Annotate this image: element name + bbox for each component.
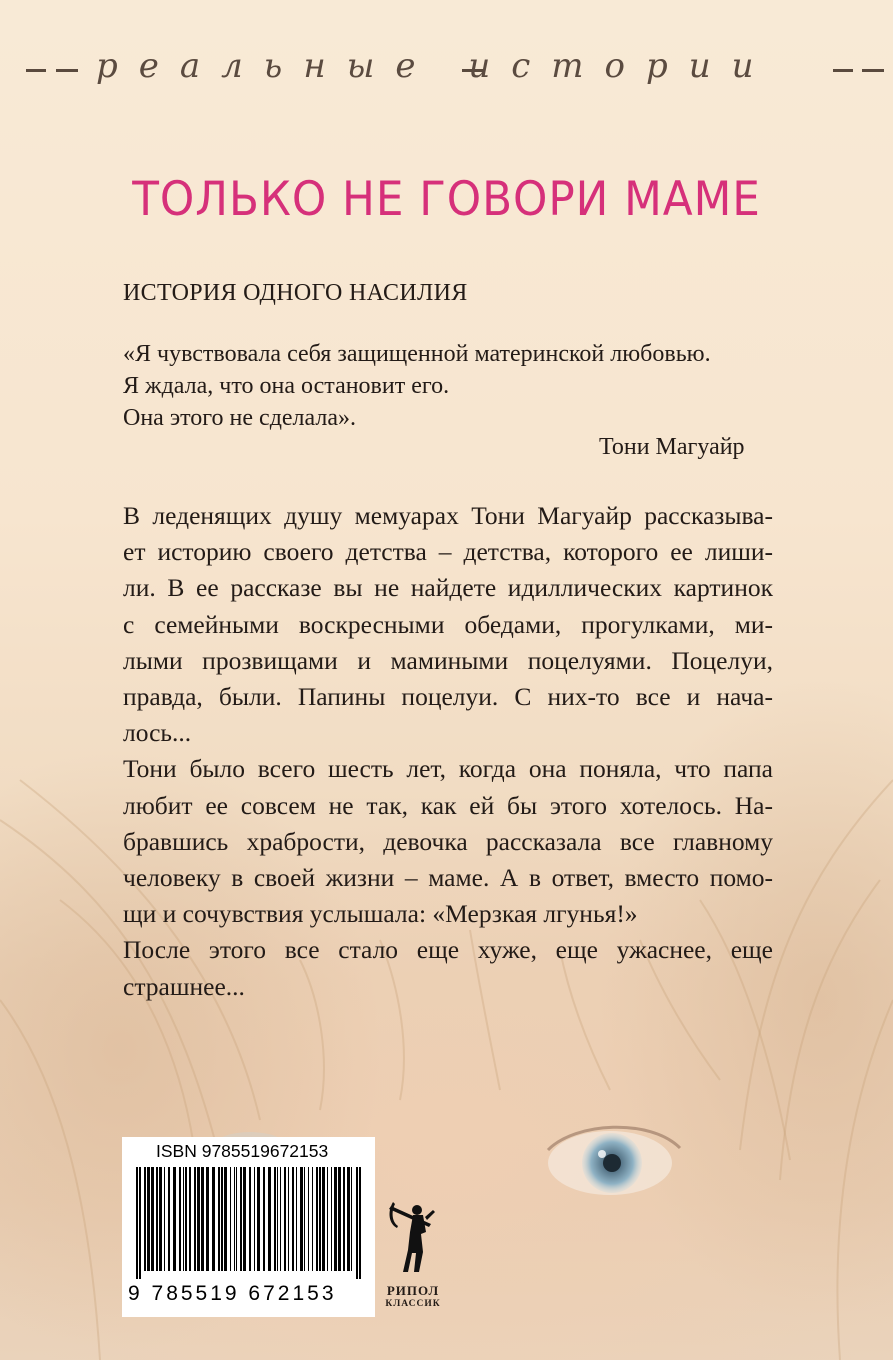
barcode-bar <box>254 1167 255 1271</box>
description-line: правда, были. Папины поцелуи. С них-то все и нача- <box>123 682 773 712</box>
description-line: В леденящих душу мемуарах Тони Магуайр рассказыва- <box>123 501 773 530</box>
barcode-bar <box>168 1167 170 1271</box>
description-line: ет историю своего детства – детства, которого ее лиши- <box>123 537 773 567</box>
barcode-bar <box>189 1167 191 1271</box>
barcode-bar <box>240 1167 242 1271</box>
description-line: лыми прозвищами и мамиными поцелуями. Поцелуи, <box>123 645 773 675</box>
isbn-digits: 9 785519 672153 <box>128 1282 337 1305</box>
barcode-bar <box>173 1167 176 1271</box>
barcode-bar <box>327 1167 328 1271</box>
barcode-bar <box>263 1167 265 1271</box>
series-header <box>0 42 893 92</box>
barcode-bar <box>284 1167 286 1271</box>
barcode-bar <box>322 1167 325 1271</box>
barcode-bar <box>183 1167 184 1271</box>
publisher-name: РИПОЛ <box>386 1283 440 1298</box>
barcode-bar <box>280 1167 281 1271</box>
barcode-bar <box>308 1167 309 1271</box>
barcode-bar <box>277 1167 278 1271</box>
barcode-bar <box>292 1167 294 1271</box>
barcode-bar <box>316 1167 318 1271</box>
quote-line: «Я чувствовала себя защищенной материнской любовью. <box>123 341 711 367</box>
archer-icon <box>383 1198 443 1276</box>
epigraph-quote <box>123 338 783 434</box>
barcode-bar <box>212 1167 215 1271</box>
barcode-bar <box>218 1167 220 1271</box>
barcode-guard-bar <box>359 1167 361 1279</box>
barcode-bar <box>144 1167 146 1271</box>
barcode-bar <box>347 1167 350 1271</box>
book-title: ТОЛЬКО НЕ ГОВОРИ МАМЕ <box>132 172 761 227</box>
barcode-bar <box>288 1167 289 1271</box>
barcode-bar <box>230 1167 231 1271</box>
barcode-bar <box>300 1167 303 1271</box>
quote-author: Тони Магуайр <box>599 434 745 460</box>
isbn-barcode <box>122 1137 375 1317</box>
barcode-bar <box>243 1167 246 1271</box>
barcode-bar <box>331 1167 332 1271</box>
series-dash <box>56 69 78 72</box>
barcode-bars <box>130 1167 366 1279</box>
barcode-bar <box>156 1167 158 1271</box>
description-line: бравшись храбрости, девочка рассказала все главному <box>123 826 773 856</box>
series-dash <box>862 69 884 72</box>
barcode-bar <box>268 1167 271 1271</box>
description-line: страшнее... <box>123 971 245 1001</box>
barcode-bar <box>206 1167 209 1271</box>
barcode-bar <box>319 1167 321 1271</box>
quote-line: Я ждала, что она остановит его. <box>123 373 450 399</box>
barcode-bar <box>221 1167 223 1271</box>
barcode-guard-bar <box>139 1167 141 1279</box>
barcode-bar <box>249 1167 251 1271</box>
barcode-bar <box>194 1167 196 1271</box>
description-line: лось... <box>123 718 192 748</box>
barcode-bar <box>236 1167 237 1271</box>
description-line: человеку в своей жизни – маме. А в ответ, вместо помо- <box>123 863 773 893</box>
barcode-guard-bar <box>136 1167 138 1279</box>
description-line: щи и сочувствия услышала: «Мерзкая лгунья!» <box>123 899 638 929</box>
book-subtitle: ИСТОРИЯ ОДНОГО НАСИЛИЯ <box>123 280 468 306</box>
barcode-bar <box>296 1167 297 1271</box>
barcode-guard-bar <box>356 1167 358 1279</box>
barcode-bar <box>338 1167 341 1271</box>
barcode-bar <box>179 1167 181 1271</box>
barcode-bar <box>185 1167 187 1271</box>
barcode-bar <box>164 1167 165 1271</box>
quote-line: Она этого не сделала». <box>123 405 357 431</box>
barcode-bar <box>147 1167 150 1271</box>
description-line: После этого все стало еще хуже, еще ужаснее, еще <box>123 935 773 965</box>
publisher-imprint: КЛАССИК <box>385 1299 441 1309</box>
barcode-bar <box>274 1167 276 1271</box>
barcode-bar <box>201 1167 204 1271</box>
barcode-bar <box>197 1167 200 1271</box>
barcode-bar <box>351 1167 352 1271</box>
description-line: ли. В ее рассказе вы не найдете идиллических картинок <box>123 573 773 603</box>
series-dash <box>833 69 853 72</box>
barcode-bar <box>257 1167 260 1271</box>
barcode-bar <box>151 1167 154 1271</box>
barcode-bar <box>224 1167 227 1271</box>
barcode-bar <box>159 1167 162 1271</box>
barcode-bar <box>312 1167 313 1271</box>
description-line: с семейными воскресными обедами, прогулками, ми- <box>123 609 773 639</box>
barcode-bar <box>304 1167 305 1271</box>
isbn-label: ISBN 9785519672153 <box>156 1141 329 1161</box>
barcode-bar <box>234 1167 235 1271</box>
description-line: любит ее совсем не так, как ей бы этого хотелось. На- <box>123 790 773 820</box>
barcode-bar <box>334 1167 337 1271</box>
book-description <box>123 498 773 1005</box>
series-label: реальные истории <box>96 46 775 86</box>
series-dash <box>26 69 46 72</box>
publisher-logo <box>378 1198 448 1309</box>
description-line: Тони было всего шесть лет, когда она поняла, что папа <box>123 754 773 784</box>
barcode-bar <box>343 1167 345 1271</box>
